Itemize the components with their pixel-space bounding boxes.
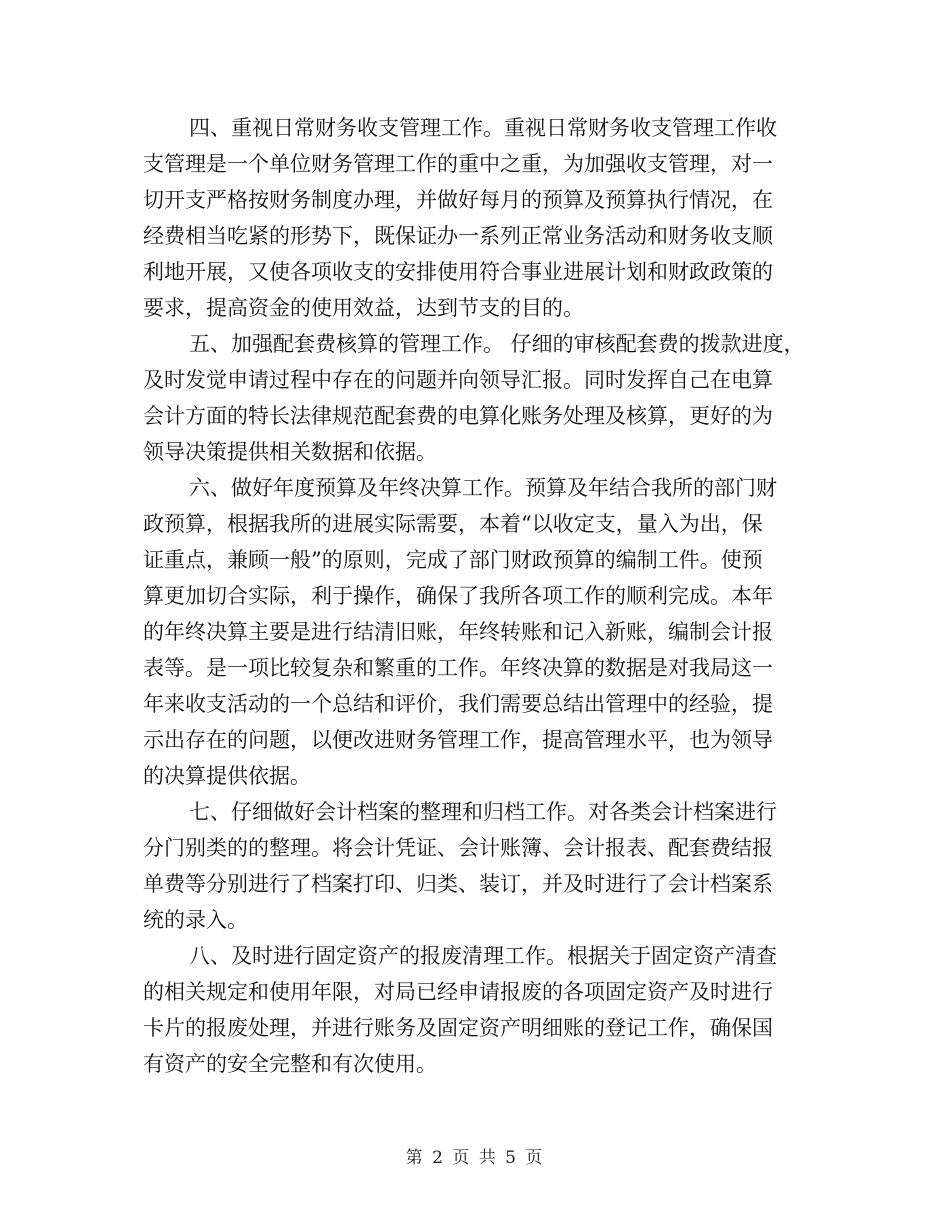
- paragraph-line: 切开支严格按财务制度办理，并做好每月的预算及预算执行情况，在: [143, 188, 773, 212]
- paragraph-4: [143, 110, 803, 326]
- paragraph-8: [143, 938, 803, 1082]
- paragraph-line: 利地开展，又使各项收支的安排使用符合事业进展计划和财政政策的: [143, 260, 773, 284]
- paragraph-line: 五、加强配套费核算的管理工作。 仔细的审核配套费的拨款进度，: [189, 332, 805, 356]
- paragraph-line: 的决算提供依据。: [143, 764, 311, 788]
- paragraph-line: 单费等分别进行了档案打印、归类、装订，并及时进行了会计档案系: [143, 872, 773, 896]
- paragraph-line: 表等。是一项比较复杂和繁重的工作。年终决算的数据是对我局这一: [143, 656, 773, 680]
- paragraph-line: 要求，提高资金的使用效益，达到节支的目的。: [143, 296, 584, 320]
- paragraph-5: [143, 326, 803, 470]
- paragraph-line: 的相关规定和使用年限，对局已经申请报废的各项固定资产及时进行: [143, 980, 773, 1004]
- paragraph-line: 示出存在的问题，以便改进财务管理工作，提高管理水平，也为领导: [143, 728, 773, 752]
- paragraph-line: 八、及时进行固定资产的报废清理工作。根据关于固定资产清查: [189, 944, 777, 968]
- paragraph-line: 统的录入。: [143, 908, 248, 932]
- paragraph-line: 支管理是一个单位财务管理工作的重中之重，为加强收支管理，对一: [143, 152, 773, 176]
- paragraph-line: 算更加切合实际，利于操作，确保了我所各项工作的顺利完成。本年: [143, 584, 773, 608]
- paragraph-line: 七、仔细做好会计档案的整理和归档工作。对各类会计档案进行: [189, 800, 777, 824]
- page-footer: [0, 1146, 950, 1170]
- paragraph-line: 有资产的安全完整和有次使用。: [143, 1052, 437, 1076]
- paragraph-line: 会计方面的特长法律规范配套费的电算化账务处理及核算，更好的为: [143, 404, 773, 428]
- paragraph-6: [143, 470, 803, 794]
- paragraph-line: 政预算，根据我所的进展实际需要，本着“以收定支，量入为出，保: [143, 512, 763, 536]
- paragraph-line: 年来收支活动的一个总结和评价，我们需要总结出管理中的经验，提: [143, 692, 773, 716]
- document-body: [143, 110, 803, 1082]
- page-number-label: 第 2 页 共 5 页: [405, 1148, 545, 1168]
- paragraph-line: 六、做好年度预算及年终决算工作。预算及年结合我所的部门财: [189, 476, 777, 500]
- paragraph-line: 及时发觉申请过程中存在的问题并向领导汇报。同时发挥自己在电算: [143, 368, 773, 392]
- paragraph-line: 证重点，兼顾一般”的原则，完成了部门财政预算的编制工件。使预: [143, 548, 763, 572]
- paragraph-line: 的年终决算主要是进行结清旧账，年终转账和记入新账，编制会计报: [143, 620, 773, 644]
- paragraph-line: 四、重视日常财务收支管理工作。重视日常财务收支管理工作收: [189, 116, 777, 140]
- paragraph-line: 分门别类的的整理。将会计凭证、会计账簿、会计报表、配套费结报: [143, 836, 773, 860]
- paragraph-line: 经费相当吃紧的形势下，既保证办一系列正常业务活动和财务收支顺: [143, 224, 773, 248]
- paragraph-7: [143, 794, 803, 938]
- paragraph-line: 卡片的报废处理，并进行账务及固定资产明细账的登记工作，确保国: [143, 1016, 773, 1040]
- paragraph-line: 领导决策提供相关数据和依据。: [143, 440, 437, 464]
